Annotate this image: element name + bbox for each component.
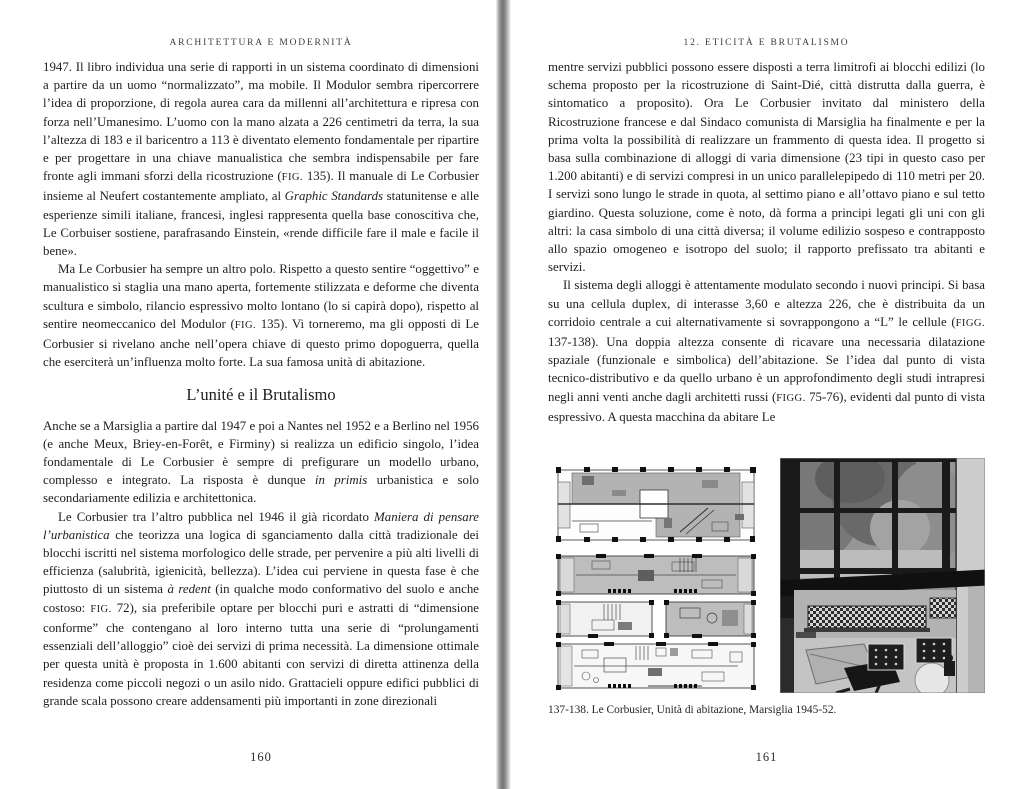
left-page (0, 0, 497, 789)
text-segment: 137-138). Una doppia altezza consente di ricavare una necessaria dilatazione spaziale (funzionale e simbolica) dell’abitazione. Se l’idea dal punto di vista tecnico-distributivo e da quello urbano è un approfondimento degli studi intrapresi negli anni venti anche dagli architetti russi ( (548, 335, 985, 404)
text-segment: 72), sia preferibile optare per blocchi puri e astratti di “dimensione conforme” che contengano al loro interno tutta una serie di “prolungamenti essenziali dell’alloggio” cioè dei servizi di prima necessità. La dimensione ottimale per questa unità è proposta in 1.600 abitanti con servizi di diretta attinenza della residenza come piccoli negozi o un asilo nido. Grattacieli oppure edifici pubblici di grande scala possono creare addensamenti più importanti in zone direzionali (43, 600, 479, 708)
figure-reference: FIGG. (955, 317, 985, 329)
figure-caption: 137-138. Le Corbusier, Unità di abitazione, Marsiglia 1945-52. (548, 704, 837, 716)
figure-reference: FIGG. (776, 392, 806, 404)
running-head-right: 12. ETICITÀ E BRUTALISMO (683, 38, 850, 48)
paragraph (43, 508, 479, 710)
italic-text: Maniera di pensare l’urbanistica (43, 509, 479, 542)
interior-photo (780, 458, 985, 693)
page-number-right: 161 (755, 750, 778, 764)
paragraph (43, 58, 479, 260)
floor-plans-figure (552, 462, 762, 692)
paragraph (43, 260, 479, 371)
book-gutter-shadow (496, 0, 511, 789)
page-number-left: 160 (250, 750, 272, 764)
text-segment: Il sistema degli alloggi è attentamente modulato secondo i nuovi principi. Si basa su una cellula duplex, di interasse 3,60 e altezza 226, che è distribuita da un corridoio centrale a cui alternativamente si sovrappongono a “L” le cellule ( (548, 278, 985, 329)
text-segment: urbanistica e solo secondariamente edilizia e architettonica. (43, 473, 480, 506)
section-heading: L’unité e il Brutalismo (186, 385, 336, 405)
text-segment: che teorizza una logica di sganciamento dalla città tradizionale dei blocchi iscritti nel sistema morfologico delle strade, per pervenire a più alti livelli di efficienza (salubrità, igienicità, bellezza). L’idea cui perviene in questa fase è che piuttosto di un sistema (43, 527, 479, 597)
text-segment: 1947. Il libro individua una serie di rapporti in un sistema coordinato di dimensioni a partire da un uomo “normalizzato”, ma mobile. Il Modulor sembra ripercorrere l’idea di proporzione, di regola aurea cara da millenni all’architettura e ripresa con forza nell’Umanesimo. L’uomo con la mano alzata a 226 centimetri da terra, la sua l’altezza di 183 e il baricentro a 113 è diventato elemento fondamentale per ripartire e per progettare in una chiave manualistica che sembra indispensabile per fare fronte agli immani sforzi della ricostruzione ( (43, 60, 479, 184)
paragraph (43, 417, 479, 508)
interior-photo-figure (780, 458, 985, 693)
paragraph (548, 58, 985, 276)
text-segment: mentre servizi pubblici possono essere disposti a terra limitrofi ai blocchi edilizi (lo schema proposto per la ricostruzione di Saint-Dié, città distrutta dalla guerra, è sintomatico a proposito). Ora Le Corbusier invitato dal ministero della Ricostruzione francese e dal Sindaco comunista di Marsiglia ha finalmente e per la prima volta la possibilità di realizzare un frammento di questa idea. Il progetto si basa sulla combinazione di alloggi di varia dimensione (23 tipi in questo caso per 1.200 abitanti) e di servizi compresi in un unico parallelepipedo di 110 metri per 20. I servizi sono lungo le strade in quota, al settimo piano e all’ottavo piano e sul tetto giardino. Questa soluzione, come è noto, dà forma a principi legati gli uni con gli altri: la casa simbolo di una città diversa; il volume edilizio sospeso e contrapposto allo spazio omogeneo e isotropo del suolo; il rapporto prefissato tra abitanti e servizi. (548, 60, 985, 275)
paragraph (548, 276, 985, 426)
floor-plans-drawing (552, 462, 762, 692)
text-segment: statunitense e alle esperienze simili italiane, francesi, inglesi rappresenta quella base conoscitiva che, Le Corbuiser sostiene, parafrasando Einstein, «rende difficile fare il male e facile il bene». (43, 189, 480, 259)
figure-reference: FIG. (90, 603, 112, 615)
figure-reference: FIG. (281, 172, 303, 184)
left-body-text (43, 58, 479, 710)
running-head-left: ARCHITETTURA E MODERNITÀ (169, 38, 353, 48)
text-segment: Le Corbusier tra l’altro pubblica nel 1946 il già ricordato (58, 509, 375, 524)
italic-text: in primis (314, 473, 368, 488)
text-segment: Ma Le Corbusier ha sempre un altro polo. Rispetto a questo sentire “oggettivo” e manualistico si staglia una mano aperta, fortemente stilizzata e deforme che diventa scultura e simbolo, rilancio espressivo molto lontano (lo si capirà dopo), rispetto al sentire neomeccanico del Modulor ( (43, 262, 479, 331)
right-page (511, 0, 1009, 789)
right-body-text (548, 58, 985, 426)
italic-text: à redent (167, 582, 211, 597)
figure-reference: FIG. (234, 319, 257, 331)
text-segment: 135). Vi torneremo, ma gli opposti di Le Corbusier si rivelano anche nell’opera chiave di questo primo dopoguerra, quella che eserciterà un’influenza molto forte. La sua famosa unità di abitazione. (43, 316, 479, 370)
italic-text: Graphic Standards (284, 189, 384, 204)
text-segment: (in qualche modo conformativo del suolo e anche costoso: (43, 582, 479, 615)
text-segment: Anche se a Marsiglia a partire dal 1947 e poi a Nantes nel 1952 e a Berlino nel 1956 (e anche Meux, Briey-en-Forêt, e Firminy) si realizza un edificio singolo, l’idea fondamentale di Le Corbusier è sempre di prefigurare un modello urbano, complesso e integrato. La risposta è dunque (43, 418, 479, 488)
text-segment: 75-76), evidenti dal punto di vista espressivo. A questa macchina da abitare Le (548, 389, 986, 424)
text-segment: 135). Il manuale di Le Corbusier insieme al Neufert costantemente ampliato, al (43, 169, 479, 204)
